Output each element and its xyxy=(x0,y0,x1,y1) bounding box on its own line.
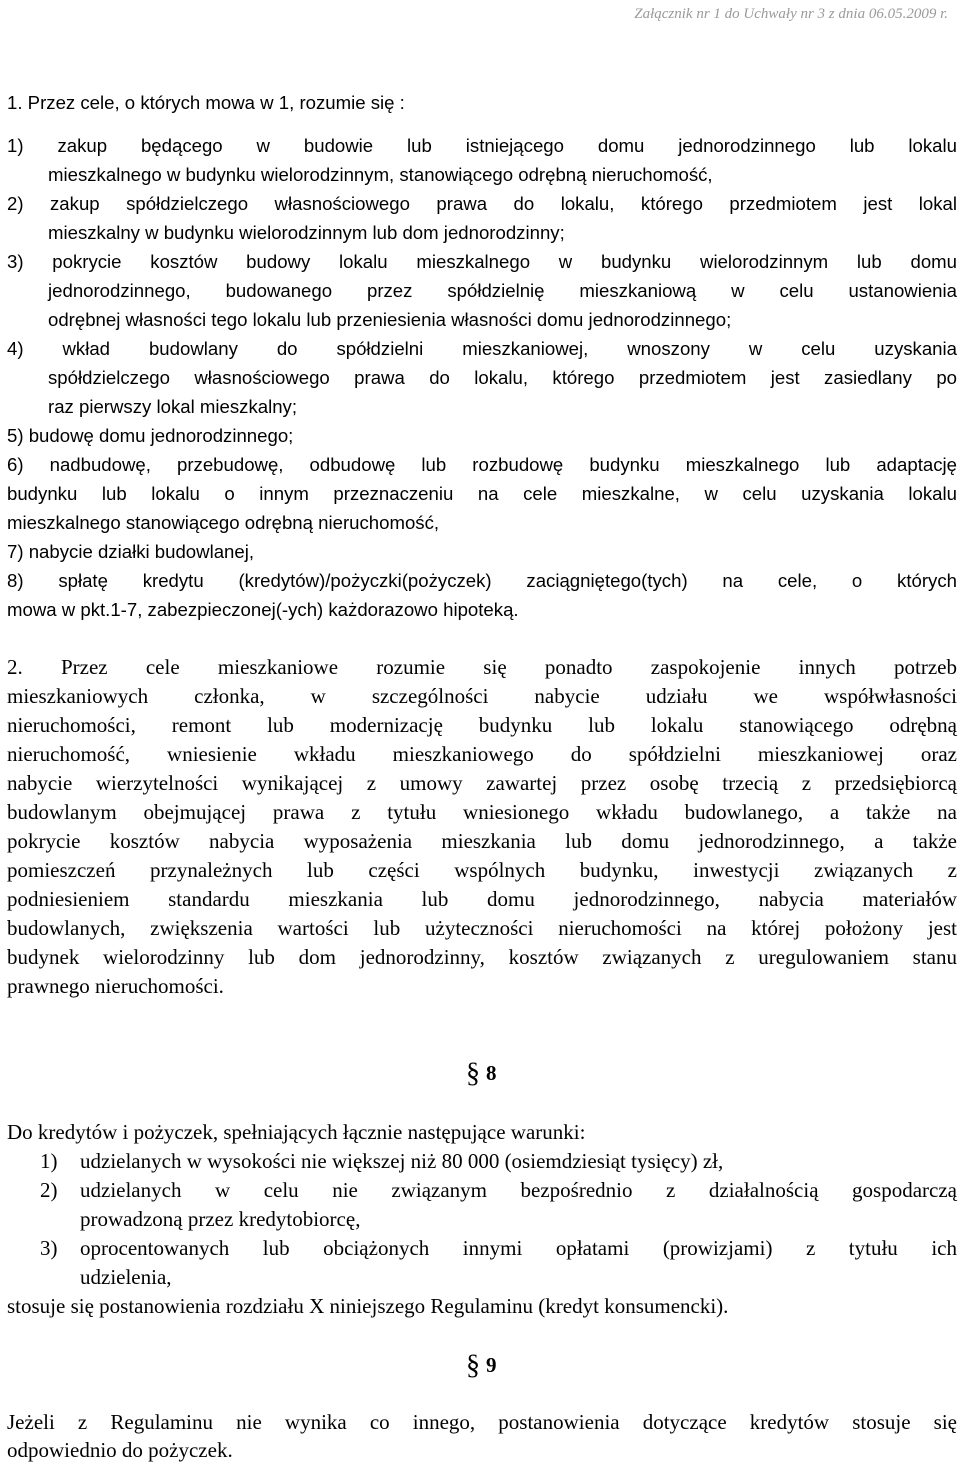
section-1-line: raz pierwszy lokal mieszkalny; xyxy=(48,396,298,417)
list-item-text: oprocentowanych lub obciążonych innymi opłatami (prowizjami) z tytułu ich xyxy=(80,1236,957,1260)
section-1-line: 4) wkład budowlany do spółdzielni mieszkaniowej, wnoszony w celu uzyskania xyxy=(7,338,957,359)
section-1-line: spółdzielczego własnościowego prawa do lokalu, którego przedmiotem jest zasiedlany po xyxy=(48,367,957,388)
section-2-line: budynek wielorodzinny lub dom jednorodzinny, kosztów związanych z uregulowaniem stanu xyxy=(7,945,957,969)
section-2-line: budowlanych, zwiększenia wartości lub użyteczności nieruchomości na której położony jest xyxy=(7,916,957,940)
section-1-line: mieszkalnego w budynku wielorodzinnym, stanowiącego odrębną nieruchomość, xyxy=(48,164,713,185)
section-1-line: mowa w pkt.1-7, zabezpieczonej(-ych) każdorazowo hipoteką. xyxy=(7,599,519,620)
section-2-line: budowlanym obejmującej prawa z tytułu wniesionego wkładu budowlanego, a także na xyxy=(7,800,957,824)
section-1-line: odrębnej własności tego lokalu lub przeniesienia własności domu jednorodzinnego; xyxy=(48,309,732,330)
section-1-line: mieszkalny w budynku wielorodzinnym lub dom jednorodzinny; xyxy=(48,222,565,243)
section-2-line: pomieszczeń przynależnych lub części wspólnych budynku, inwestycji związanych z xyxy=(7,858,957,882)
list-item-text: udzielenia, xyxy=(80,1265,172,1289)
section-2-line: prawnego nieruchomości. xyxy=(7,974,224,998)
list-item-text: udzielanych w celu nie związanym bezpośrednio z działalnością gospodarczą xyxy=(80,1178,957,1202)
section-9-line: odpowiednio do pożyczek. xyxy=(7,1438,233,1462)
section-2-line: nabycie wierzytelności wynikającej z umowy zawartej przez osobę trzecią z przedsiębiorcą xyxy=(7,771,957,795)
section-2-line: mieszkaniowych członka, w szczególności nabycie udziału we współwłasności xyxy=(7,684,957,708)
section-2-line: pokrycie kosztów nabycia wyposażenia mieszkania lub domu jednorodzinnego, a także xyxy=(7,829,957,853)
section-1-line: 6) nadbudowę, przebudowę, odbudowę lub rozbudowę budynku mieszkalnego lub adaptację xyxy=(7,454,957,475)
section-1-line: 8) spłatę kredytu (kredytów)/pożyczki(pożyczek) zaciągniętego(tych) na cele, o których xyxy=(7,570,957,591)
section-2-line: nieruchomości, remont lub modernizację budynku lub lokalu stanowiącego odrębną xyxy=(7,713,957,737)
section-1-line: 7) nabycie działki budowlanej, xyxy=(7,541,255,562)
paragraph-symbol-icon: § xyxy=(466,1350,480,1381)
list-item-number: 2) xyxy=(40,1178,58,1202)
section-1-line: 2) zakup spółdzielczego własnościowego prawa do lokalu, którego przedmiotem jest lokal xyxy=(7,193,957,214)
section-9-title xyxy=(466,1350,497,1382)
section-8-outro: stosuje się postanowienia rozdziału X niniejszego Regulaminu (kredyt konsumencki). xyxy=(7,1294,729,1318)
section-8-title xyxy=(466,1058,497,1090)
section-2-line: nieruchomość, wniesienie wkładu mieszkaniowego do spółdzielni mieszkaniowej oraz xyxy=(7,742,957,766)
section-9-number: 9 xyxy=(486,1353,497,1377)
section-8-number: 8 xyxy=(486,1061,497,1085)
section-9-line: Jeżeli z Regulaminu nie wynika co innego, postanowienia dotyczące kredytów stosuje się xyxy=(7,1410,957,1434)
section-2-line: podniesieniem standardu mieszkania lub domu jednorodzinnego, nabycia materiałów xyxy=(7,887,957,911)
paragraph-symbol-icon: § xyxy=(466,1058,480,1089)
section-1-line: 3) pokrycie kosztów budowy lokalu mieszkalnego w budynku wielorodzinnym lub domu xyxy=(7,251,957,272)
section-2-line: 2. Przez cele mieszkaniowe rozumie się ponadto zaspokojenie innych potrzeb xyxy=(7,655,957,679)
section-1-line: jednorodzinnego, budowanego przez spółdzielnię mieszkaniową w celu ustanowienia xyxy=(48,280,957,301)
list-item-number: 1) xyxy=(40,1149,58,1173)
list-item-text: prowadzoną przez kredytobiorcę, xyxy=(80,1207,361,1231)
list-item-text: udzielanych w wysokości nie większej niż 80 000 (osiemdziesiąt tysięcy) zł, xyxy=(80,1149,724,1173)
section-1-line: mieszkalnego stanowiącego odrębną nieruchomość, xyxy=(7,512,440,533)
section-1-heading: 1. Przez cele, o których mowa w 1, rozumie się : xyxy=(7,92,405,113)
section-8-intro: Do kredytów i pożyczek, spełniających łącznie następujące warunki: xyxy=(7,1120,586,1144)
section-1-line: 5) budowę domu jednorodzinnego; xyxy=(7,425,294,446)
section-1-line: budynku lub lokalu o innym przeznaczeniu na cele mieszkalne, w celu uzyskania lokalu xyxy=(7,483,957,504)
attachment-header: Załącznik nr 1 do Uchwały nr 3 z dnia 06.05.2009 r. xyxy=(634,6,948,22)
list-item-number: 3) xyxy=(40,1236,58,1260)
section-1-line: 1) zakup będącego w budowie lub istniejącego domu jednorodzinnego lub lokalu xyxy=(7,135,957,156)
